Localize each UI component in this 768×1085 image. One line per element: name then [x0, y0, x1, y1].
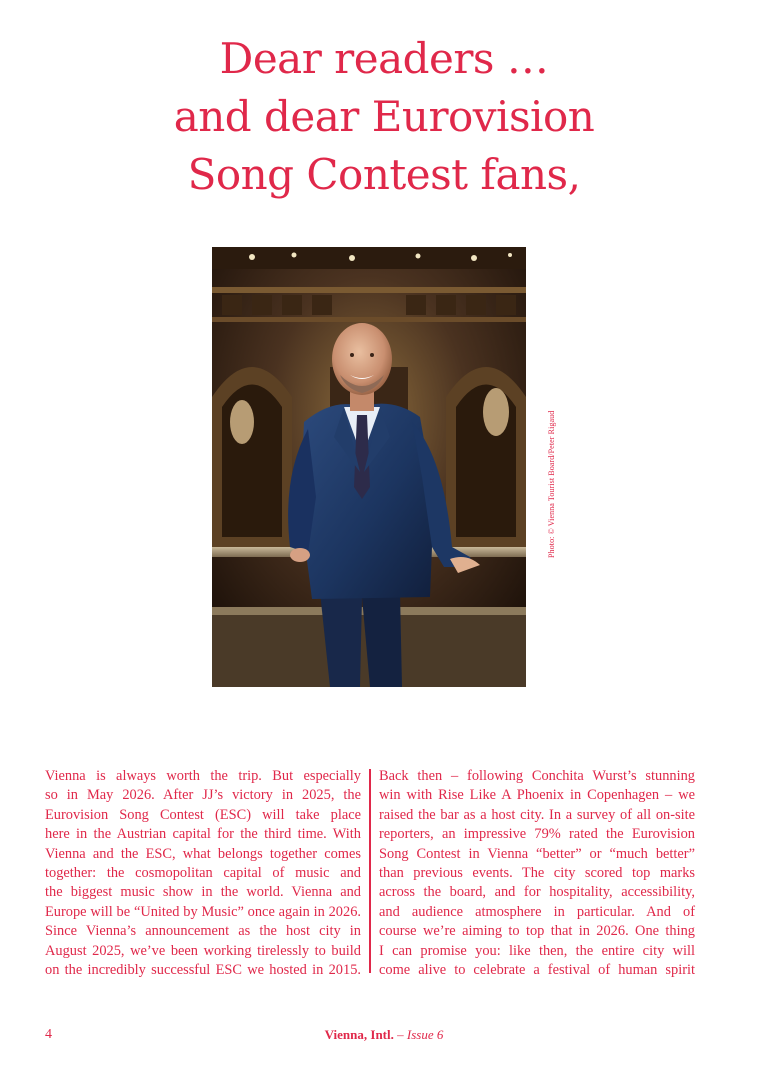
body-line: win with Rise Like A Phoenix in Copenhagen – we — [379, 787, 695, 804]
body-line: so in May 2026. After JJ’s victory in 2025, the — [45, 787, 361, 804]
body-line: across the board, and for hospitality, accessibility, — [379, 884, 695, 901]
body-line: Back then – following Conchita Wurst’s stunning — [379, 768, 695, 784]
page-number: 4 — [45, 1027, 52, 1042]
body-line: Song Contest in Vienna “better” or “much better” — [379, 845, 695, 862]
running-footer — [234, 1027, 534, 1043]
body-line: Vienna is always worth the trip. But especially — [45, 768, 361, 784]
body-line: I can promise you: like then, the entire city will — [379, 942, 695, 959]
body-line: August 2025, we’ve been working tirelessly to build — [45, 942, 361, 959]
body-column-left — [45, 767, 361, 980]
headline-line: Dear readers … — [219, 34, 549, 83]
body-line: Eurovision Song Contest (ESC) will take place — [45, 806, 361, 823]
body-line: Europe will be “United by Music” once again in 2026. — [45, 903, 361, 920]
body-line: and audience atmosphere in particular. And of — [379, 903, 695, 920]
body-line: Since Vienna’s announcement as the host city in — [45, 923, 361, 940]
portrait-photo — [212, 247, 526, 687]
issue-label: Issue 6 — [406, 1027, 444, 1042]
body-line: here in the Austrian capital for the third time. With — [45, 826, 361, 843]
body-line: reporters, an impressive 79% rated the Eurovision — [379, 826, 695, 843]
body-line: raised the bar as a host city. In a survey of all on-site — [379, 806, 695, 823]
body-line: course we’re aiming to top that in 2026. One thing — [379, 923, 695, 940]
headline-line: and dear Eurovision — [173, 92, 595, 141]
body-line: than previous events. The city scored top marks — [379, 865, 695, 882]
publication-name: Vienna, Intl. — [324, 1027, 394, 1042]
headline-line: Song Contest fans, — [187, 150, 581, 199]
body-line: on the incredibly successful ESC we hosted in 2015. — [45, 962, 361, 979]
body-line: together: the cosmopolitan capital of music and — [45, 865, 361, 882]
column-divider — [369, 769, 371, 973]
body-column-right — [379, 767, 695, 980]
footer-separator: – — [393, 1027, 407, 1042]
body-line: Vienna and the ESC, what belongs together comes — [45, 845, 361, 862]
body-line: the biggest music show in the world. Vienna and — [45, 884, 361, 901]
page-headline — [84, 30, 684, 204]
photo-credit: Photo: © Vienna Tourist Board/Peter Rigaud — [547, 410, 556, 558]
body-line: come alive to celebrate a festival of human spirit — [379, 962, 695, 979]
